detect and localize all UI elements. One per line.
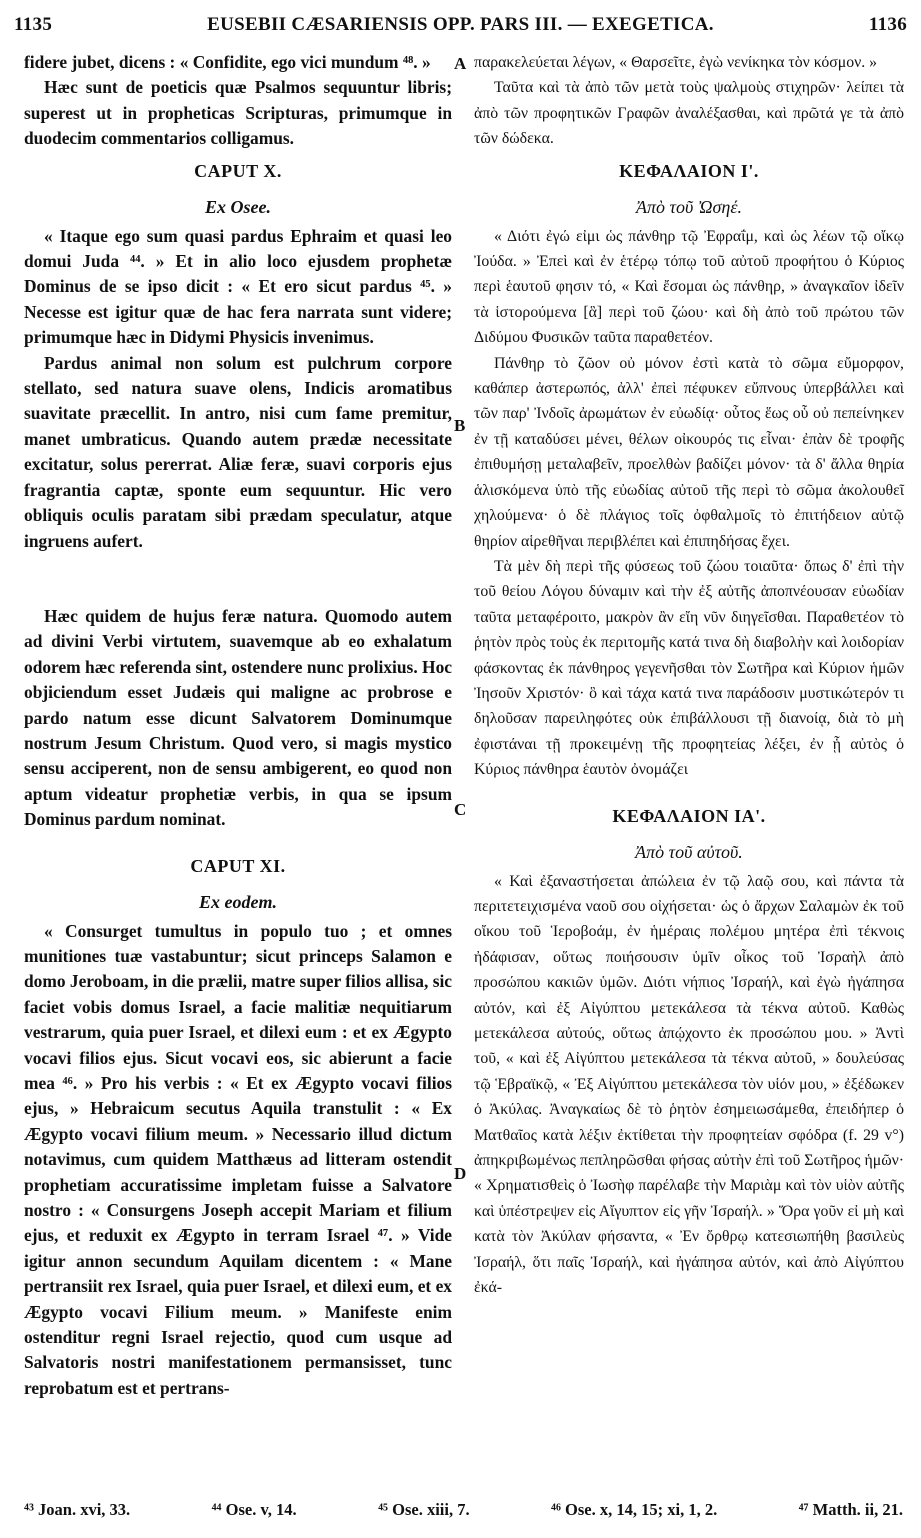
latin-paragraph: Pardus animal non solum est pulchrum corpore stellato, sed natura suave olens, Indicis aromatibus suavitate præcellit. In antro, nisi cum fame premitur, manet umbraticus. Quando autem prædæ necessitate excitatur, solus pererrat. Aliæ feræ, suavi corporis ejus fragrantia captæ, sponte eum sequuntur. Hic vero obliquis oculis paratam sibi prædam speculatur, atque ingruens aufert.: [24, 352, 452, 551]
page-number-right: 1136: [868, 14, 907, 35]
chapter-subheading: Ex Osee.: [205, 196, 271, 217]
greek-paragraph: Ταῦτα καὶ τὰ ἀπὸ τῶν μετὰ τοὺς ψαλμοὺς στιχηρῶν· λείπει τὰ ἀπὸ τῶν προφητικῶν Γραφῶν ἀναλέξασθαι, καὶ πρῶτά γε τὰ ἀπὸ τῶν δώδεκα.: [474, 79, 904, 148]
footnote: ⁴⁵ Ose. xiii, 7.: [378, 1500, 470, 1519]
chapter-heading: ΚΕΦΑΛΑΙΟΝ Ι'.: [619, 160, 759, 181]
running-title: EUSEBII CÆSARIENSIS OPP. PARS III. — EXEGETICA.: [207, 14, 714, 35]
greek-paragraph: « Καὶ ἐξαναστήσεται ἀπώλεια ἐν τῷ λαῷ σου, καὶ πάντα τὰ περιτετειχισμένα ναοῦ σου οἰχήσεται· ὡς ὁ ἄρχων Σαλαμὼν ἐκ τοῦ οἴκου τοῦ Ἱεροβοάμ, ἐν ἡμέραις πολέμου μητέρα ἐπὶ τέκνοις ἠδάφισαν, οὕτως ποιήσουσιν ὑμῖν οἶκος τοῦ Ἰσραὴλ ἀπὸ προσώπου κακιῶν ὑμῶν. Διότι νήπιος Ἰσραήλ, καὶ ἐγὼ ἠγάπησα αὐτόν, καὶ ἐξ Αἰγύπτου μετεκάλεσα τὰ τέκνα αὐτοῦ. Καθὼς μετεκάλεσα αὐτούς, οὕτως ἀπῴχοντο ἐκ προσώπου μου. » Ἀντὶ τοῦ, « καὶ ἐξ Αἰγύπτου μετεκάλεσα τὰ τέκνα αὐτοῦ, » δουλεύσας τῷ Ἑβραϊκῷ, « Ἐξ Αἰγύπτου μετεκάλεσα τὸν υἱόν μου, » ἐξέδωκεν ὁ Ἀκύλας. Ἀναγκαίως δὲ τὸ ῥητὸν ἐσημειωσάμεθα, ἐπειδήπερ ὁ Ματθαῖος κατὰ λέξιν ἐκτίθεται τὴν προφητείαν σφόδρα (f. 29 v°) ἀπηκριβωμένως πεπληρῶσθαι φήσας αὐτὴν ἐπὶ τοῦ Σωτῆρος ἡμῶν· « Χρηματισθεὶς ὁ Ἰωσὴφ παρέλαβε τὴν Μαριὰμ καὶ τὸν υἱὸν αὐτῆς καὶ ὑπέστρεψεν εἰς Αἴγυπτον εἰς γῆν Ἰσραήλ. » Ὅρα γοῦν εἰ μὴ καὶ κατὰ τὸν Ἀκύλαν φήσαντα, « Ἐν ὄρθρῳ κατεσιωπήθη βασιλεὺς Ἰσραήλ, ὅτι παῖς Ἰσραήλ, καὶ ἠγάπησα αὐτόν, καὶ ἀπὸ Αἰγύπτου ἐκά-: [474, 872, 904, 1297]
greek-column: [474, 50, 904, 1300]
margin-letter-a: A: [454, 54, 467, 73]
margin-letter-c: C: [454, 800, 467, 819]
chapter-subheading: Ἀπὸ τοῦ Ὠσηέ.: [636, 196, 742, 217]
greek-paragraph: παρακελεύεται λέγων, « Θαρσεῖτε, ἐγὼ νενίκηκα τὸν κόσμον. »: [474, 54, 878, 71]
page-number-left: 1135: [14, 14, 53, 35]
chapter-subheading: Ἀπὸ τοῦ αὐτοῦ.: [635, 841, 743, 862]
greek-paragraph: Τὰ μὲν δὴ περὶ τῆς φύσεως τοῦ ζώου τοιαῦτα· ὅπως δ' ἐπὶ τὴν τοῦ θείου Λόγου δύναμιν καὶ τὴν ἐξ αὐτῆς ἀποπνέουσαν εὐωδίαν ταῦτα μεταφέροιτο, μακρὸν ἂν εἴη νῦν διηγεῖσθαι. Παραθετέον τὸ ῥητὸν πρὸς τοὺς ἐκ περιτομῆς κατά τινα δὴ διαβολὴν καὶ λοιδορίαν φάσκοντας ἐκ πάνθηρος γεγενῆσθαι τὸν Σωτῆρα καὶ Κύριον ἡμῶν Ἰησοῦν Χριστόν· ὃ καὶ τάχα κατά τινα παράδοσιν μυστικώτερόν τι δηλοῦσαν παρειληφότες οὐκ ἐπιβάλλουσι τῇ διανοίᾳ, διὰ τὸ μὴ ἐφιστάναι τῇ προκειμένῃ τῆς προφητείας λέξει, ἐν ᾗ αὐτὸς ὁ Κύριος πάνθηρα ἑαυτὸν ὀνομάζει: [474, 557, 904, 779]
chapter-heading: CAPUT X.: [194, 160, 282, 181]
running-head: [14, 14, 907, 44]
latin-paragraph: « Consurget tumultus in populo tuo ; et omnes munitiones tuæ vastabuntur; sicut princeps Salamon e domo Jeroboam, in die prælii, matre super filios allisa, sic faciet vobis domus Israel, a facie malitiæ nequitiarum vestrarum, quia puer Israel, et dilexi eum : et ex Ægypto vocavi filios ejus. Sicut vocavi eos, sic abierunt a facie mea ⁴⁶. » Pro his verbis : « Et ex Ægypto vocavi filios ejus, » Hebraicum secutus Aquila transtulit : « Ex Ægypto vocavi filium meum. » Necessario illud dictum notavimus, cum quidem Matthæus ad litteram ostendit prophetiam accuratissime impletam fuisse a Salvatore nostro : « Consurgens Joseph accepit Mariam et filium ejus, et reduxit ex Ægypto in terram Israel ⁴⁷. » Vide igitur annon secundum Aquilam dicentem : « Mane pertransiit rex Israel, quia puer Israel, et dilexi eum, et ex Ægypto vocavi Filium meum. » Manifeste enim ostenditur regni Israel rejectio, quod cum usque ad Salvatoris nostri manifestationem permansisset, tunc reprobatum est et pertrans-: [24, 920, 453, 1398]
chapter-heading: ΚΕΦΑΛΑΙΟΝ ΙΑ'.: [612, 805, 766, 826]
footnote: ⁴⁴ Ose. v, 14.: [211, 1500, 297, 1519]
latin-paragraph: Hæc sunt de poeticis quæ Psalmos sequuntur libris; superest ut in propheticas Scripturas, primumque in duodecim commentarios colligamus.: [24, 77, 452, 149]
latin-paragraph: fidere jubet, dicens : « Confidite, ego vici mundum ⁴⁸. »: [24, 52, 431, 72]
footnotes: [24, 1500, 903, 1520]
latin-column: [24, 50, 452, 1401]
margin-letter-d: D: [454, 1164, 467, 1183]
margin-letter-b: B: [454, 416, 466, 435]
latin-paragraph: « Itaque ego sum quasi pardus Ephraim et quasi leo domui Juda ⁴⁴. » Et in alio loco ejusdem prophetæ Dominus de se ipso dicit : « Et ero sicut pardus ⁴⁵. » Necesse est igitur quæ de hac fera narrata sunt videre; primumque hæc in Didymi Physicis invenimus.: [24, 225, 452, 348]
footnote: ⁴⁶ Ose. x, 14, 15; xi, 1, 2.: [551, 1500, 718, 1519]
greek-paragraph: Πάνθηρ τὸ ζῶον οὐ μόνον ἐστὶ κατὰ τὸ σῶμα εὔμορφον, καθάπερ ἀστερωπός, ἀλλ' ἐπεὶ πέφυκεν εὔπνους ὑπερβάλλει καὶ τῶν παρ' Ἰνδοῖς ἀρωμάτων ἐν εὐωδίᾳ· οὗτος ἕως οὗ οὐ πεπείνηκεν ἐν τῇ καταδύσει μένει, θέλων οἰκουρός τις εἶναι· ἐπὰν δὲ τροφῆς ἐπιθυμήσῃ μεταλαβεῖν, προελθὼν βαδίζει μόνον· τὰ δ' ἄλλα θηρία ἁλισκόμενα ὑπὸ τῆς εὐωδίας αὐτοῦ τῆς περὶ τὸ σῶμα ἀκολουθεῖ χηλούμενα· ὁ δὲ πλάγιος τοῖς ὀφθαλμοῖς τὸ ἐπιτήδειον αὐτῷ θηρίον αἱρεθῆναι περιβλέπει καὶ ἐπιπηδήσας ἔχει.: [474, 354, 904, 550]
chapter-heading: CAPUT XI.: [190, 855, 286, 876]
footnote: ⁴⁷ Matth. ii, 21.: [798, 1500, 903, 1519]
greek-paragraph: « Διότι ἐγώ εἰμι ὡς πάνθηρ τῷ Ἐφραΐμ, καὶ ὡς λέων τῷ οἴκῳ Ἰούδα. » Ἐπεὶ καὶ ἐν ἑτέρῳ τόπῳ τοῦ αὐτοῦ προφήτου ὁ Κύριος περὶ ἑαυτοῦ φησιν τό, « Καὶ ἔσομαι ὡς πάνθηρ, » ἀναγκαῖον ἰδεῖν τὰ ἱστορούμενα [ἃ] περὶ τοῦ ζώου· καὶ δὴ ἀπὸ τοῦ πρώτου τῶν Διδύμου Φυσικῶν ταῦτα παραθετέον.: [474, 227, 904, 347]
footnote: ⁴³ Joan. xvi, 33.: [24, 1500, 131, 1519]
latin-paragraph: Hæc quidem de hujus feræ natura. Quomodo autem ad divini Verbi virtutem, suavemque ab eo exhalatum odorem hæc referenda sint, ostendere nunc prolixius. Hoc objiciendum esset Judæis qui maligne ac probrose e pardo natum esse dicunt Salvatorem Dominumque nostrum Jesum Christum. Quod vero, si magis mystico sensu acciperent, non de sensu ambigerent, eo quod non aptum videatur prophetiæ verbis, in qua se ipsum Dominus pardum nominat.: [24, 605, 452, 830]
chapter-subheading: Ex eodem.: [199, 891, 277, 912]
